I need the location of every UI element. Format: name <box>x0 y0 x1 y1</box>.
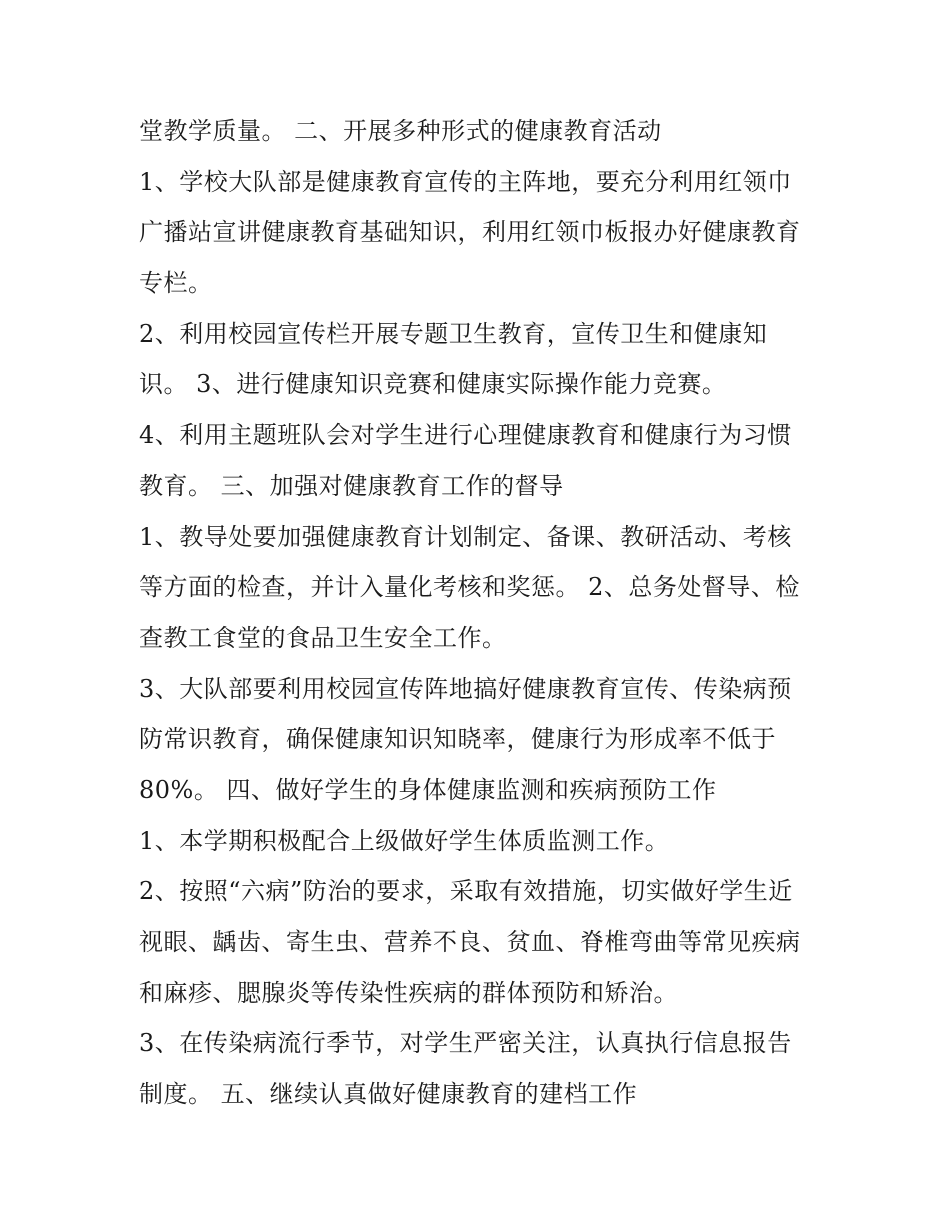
text-line: 1、学校大队部是健康教育宣传的主阵地，要充分利用红领巾 <box>139 167 792 196</box>
text-line: 视眼、龋齿、寄生虫、营养不良、贫血、脊椎弯曲等常见疾病 <box>139 928 801 956</box>
text-line: 2、按照“六病”防治的要求，采取有效措施，切实做好学生近 <box>139 877 793 906</box>
document-body <box>139 106 829 1120</box>
text-line: 1、本学期积极配合上级做好学生体质监测工作。 <box>139 826 670 855</box>
text-line: 和麻疹、腮腺炎等传染性疾病的群体预防和矫治。 <box>139 978 678 1007</box>
text-line: 3、大队部要利用校园宣传阵地搞好健康教育宣传、传染病预 <box>139 674 792 703</box>
text-line: 1、教导处要加强健康教育计划制定、备课、教研活动、考核 <box>139 522 792 551</box>
text-line: 2、利用校园宣传栏开展专题卫生教育，宣传卫生和健康知 <box>139 319 768 348</box>
text-line: 制度。 五、继续认真做好健康教育的建档工作 <box>139 1080 638 1109</box>
text-line: 3、在传染病流行季节，对学生严密关注，认真执行信息报告 <box>139 1029 792 1058</box>
text-line: 堂教学质量。 二、开展多种形式的健康教育活动 <box>139 117 662 145</box>
text-line: 80%。 四、做好学生的身体健康监测和疾病预防工作 <box>139 775 717 804</box>
text-line: 查教工食堂的食品卫生安全工作。 <box>139 623 507 652</box>
text-line: 等方面的检查，并计入量化考核和奖惩。 2、总务处督导、检 <box>139 573 800 602</box>
text-line: 教育。 三、加强对健康教育工作的督导 <box>139 471 564 500</box>
text-line: 4、利用主题班队会对学生进行心理健康教育和健康行为习惯 <box>139 421 792 450</box>
text-line: 专栏。 <box>139 269 213 298</box>
text-line: 防常识教育，确保健康知识知晓率，健康行为形成率不低于 <box>139 725 776 754</box>
text-line: 识。 3、进行健康知识竞赛和健康实际操作能力竞赛。 <box>139 370 727 399</box>
text-line: 广播站宣讲健康教育基础知识，利用红领巾板报办好健康教育 <box>139 218 801 247</box>
